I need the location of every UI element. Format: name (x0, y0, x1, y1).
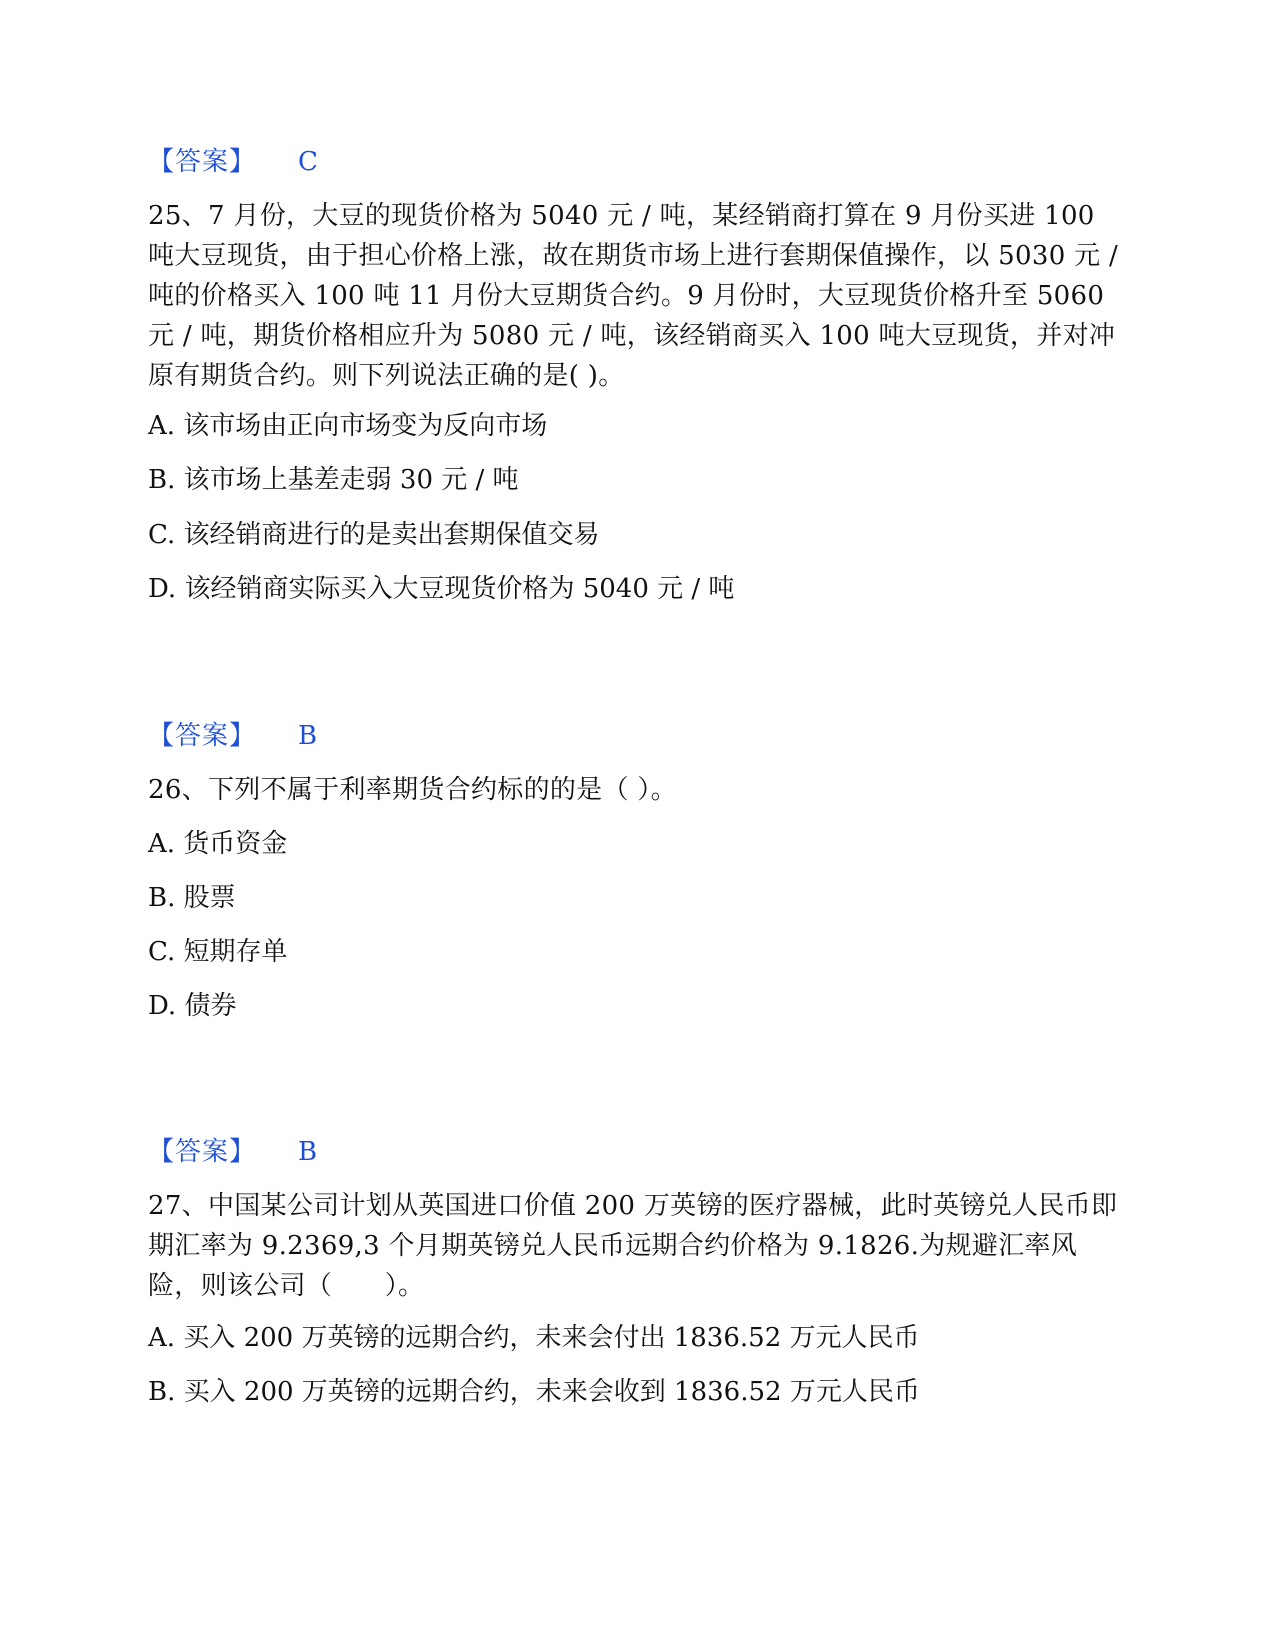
question-26-option-b: B. 股票 (148, 883, 236, 913)
question-25-option-b: B. 该市场上基差走弱 30 元 / 吨 (148, 465, 519, 495)
answer-line-25 (148, 716, 317, 756)
answer-label: 【答案】 (148, 147, 257, 177)
answer-line-26 (148, 1132, 317, 1172)
question-27-text: 27、中国某公司计划从英国进口价值 200 万英镑的医疗器械，此时英镑兑人民币即期汇率为 9.2369,3 个月期英镑兑人民币远期合约价格为 9.1826.为规避汇率风险，则该公司（ ）。 (148, 1191, 1118, 1301)
question-25-text: 25、7 月份，大豆的现货价格为 5040 元 / 吨，某经销商打算在 9 月份买进 100 吨大豆现货，由于担心价格上涨，故在期货市场上进行套期保值操作，以 5030 元 / 吨的价格买入 100 吨 11 月份大豆期货合约。9 月份时，大豆现货价格升至 5060 元 / 吨，期货价格相应升为 5080 元 / 吨，该经销商买入 100 吨大豆现货，并对冲原有期货合约。则下列说法正确的是( )。 (148, 201, 1119, 391)
question-26-option-a: A. 货币资金 (148, 829, 288, 859)
question-26-option-d: D. 债券 (148, 991, 237, 1021)
question-27-option-b: B. 买入 200 万英镑的远期合约，未来会收到 1836.52 万元人民币 (148, 1377, 920, 1407)
answer-label: 【答案】 (148, 721, 257, 751)
question-26-text: 26、下列不属于利率期货合约标的的是（ ）。 (148, 775, 677, 805)
answer-label: 【答案】 (148, 1137, 257, 1167)
answer-value: B (298, 1137, 318, 1167)
question-25-option-d: D. 该经销商实际买入大豆现货价格为 5040 元 / 吨 (148, 574, 735, 604)
question-25-option-a: A. 该市场由正向市场变为反向市场 (148, 411, 548, 441)
question-25-option-c: C. 该经销商进行的是卖出套期保值交易 (148, 520, 600, 550)
answer-value: B (298, 721, 318, 751)
answer-value: C (298, 147, 318, 177)
question-26-option-c: C. 短期存单 (148, 937, 288, 967)
question-27-option-a: A. 买入 200 万英镑的远期合约，未来会付出 1836.52 万元人民币 (148, 1323, 920, 1353)
answer-line-24 (148, 142, 318, 182)
